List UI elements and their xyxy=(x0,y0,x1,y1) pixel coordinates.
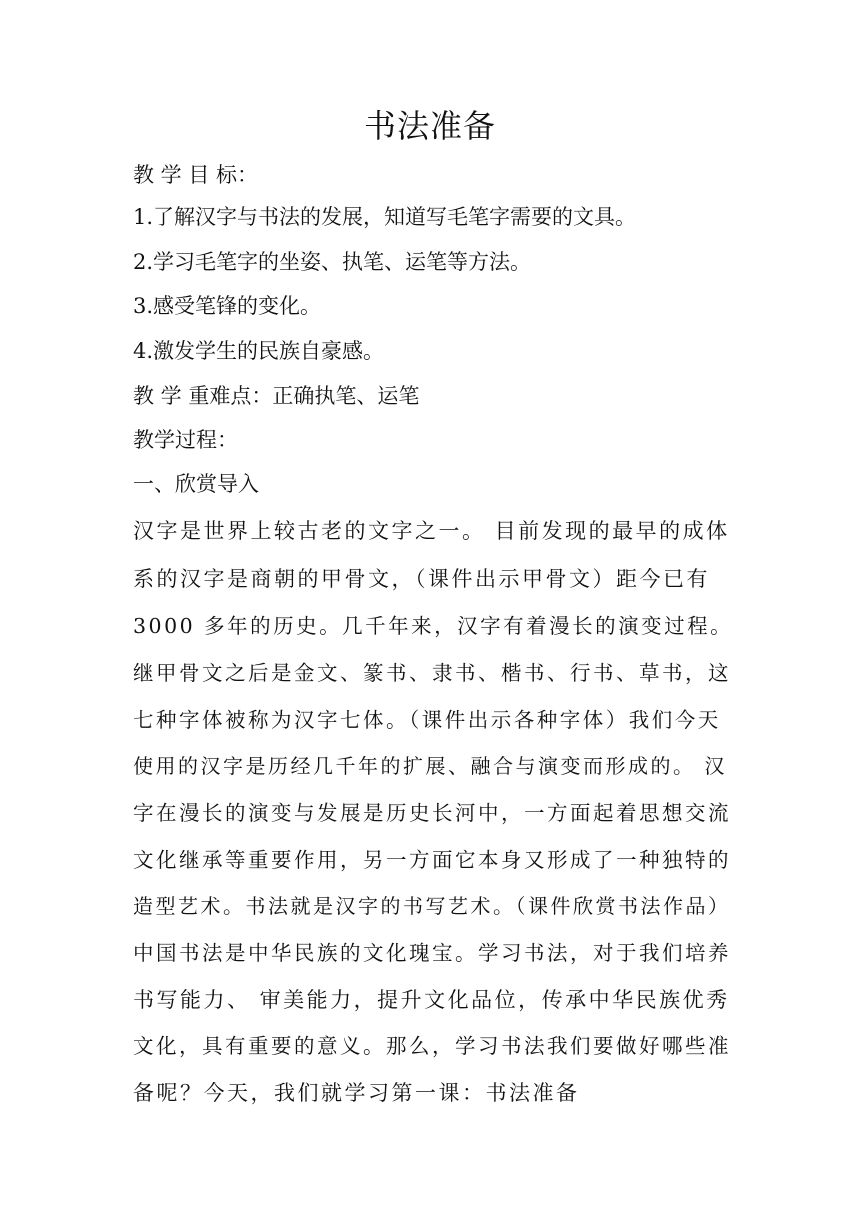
paragraph-line: 中国书法是中华民族的文化瑰宝。学习书法，对于我们培养 xyxy=(133,941,731,965)
process-heading: 教学过程： xyxy=(133,428,238,452)
paragraph-line: 继甲骨文之后是金文、篆书、隶书、楷书、行书、草书，这 xyxy=(133,661,731,685)
paragraph-line: 使用的汉字是历经几千年的扩展、融合与演变而形成的。 汉 xyxy=(133,754,727,778)
goal-item-3: 3.感受笔锋的变化。 xyxy=(133,294,322,318)
document-title: 书法准备 xyxy=(363,107,496,145)
paragraph-line: 备呢？今天，我们就学习第一课：书法准备 xyxy=(133,1081,580,1105)
paragraph-line: 系的汉字是商朝的甲骨文，（课件出示甲骨文）距今已有 xyxy=(133,567,710,591)
paragraph-line: 七种字体被称为汉字七体。（课件出示各种字体）我们今天 xyxy=(133,708,721,732)
section-heading: 一、欣赏导入 xyxy=(133,472,259,496)
goal-item-2: 2.学习毛笔字的坐姿、执笔、运笔等方法。 xyxy=(133,250,532,274)
paragraph-line: 3000 多年的历史。几千年来，汉字有着漫长的演变过程。 xyxy=(133,614,734,638)
key-points: 教 学 重难点：正确执笔、运笔 xyxy=(133,384,420,408)
paragraph-line: 文化继承等重要作用，另一方面它本身又形成了一种独特的 xyxy=(133,848,731,872)
paragraph-line: 汉字是世界上较古老的文字之一。 目前发现的最早的成体 xyxy=(133,519,730,543)
paragraph-line: 文化，具有重要的意义。那么，学习书法我们要做好哪些准 xyxy=(133,1034,731,1058)
paragraph-line: 字在漫长的演变与发展是历史长河中，一方面起着思想交流 xyxy=(133,801,731,825)
goal-item-1: 1.了解汉字与书法的发展，知道写毛笔字需要的文具。 xyxy=(133,205,637,229)
paragraph-line: 造型艺术。书法就是汉字的书写艺术。（课件欣赏书法作品） xyxy=(133,894,731,918)
goal-item-4: 4.激发学生的民族自豪感。 xyxy=(133,339,385,363)
paragraph-line: 书写能力、 审美能力，提升文化品位，传承中华民族优秀 xyxy=(133,988,730,1012)
goals-heading: 教 学 目 标： xyxy=(133,163,259,187)
